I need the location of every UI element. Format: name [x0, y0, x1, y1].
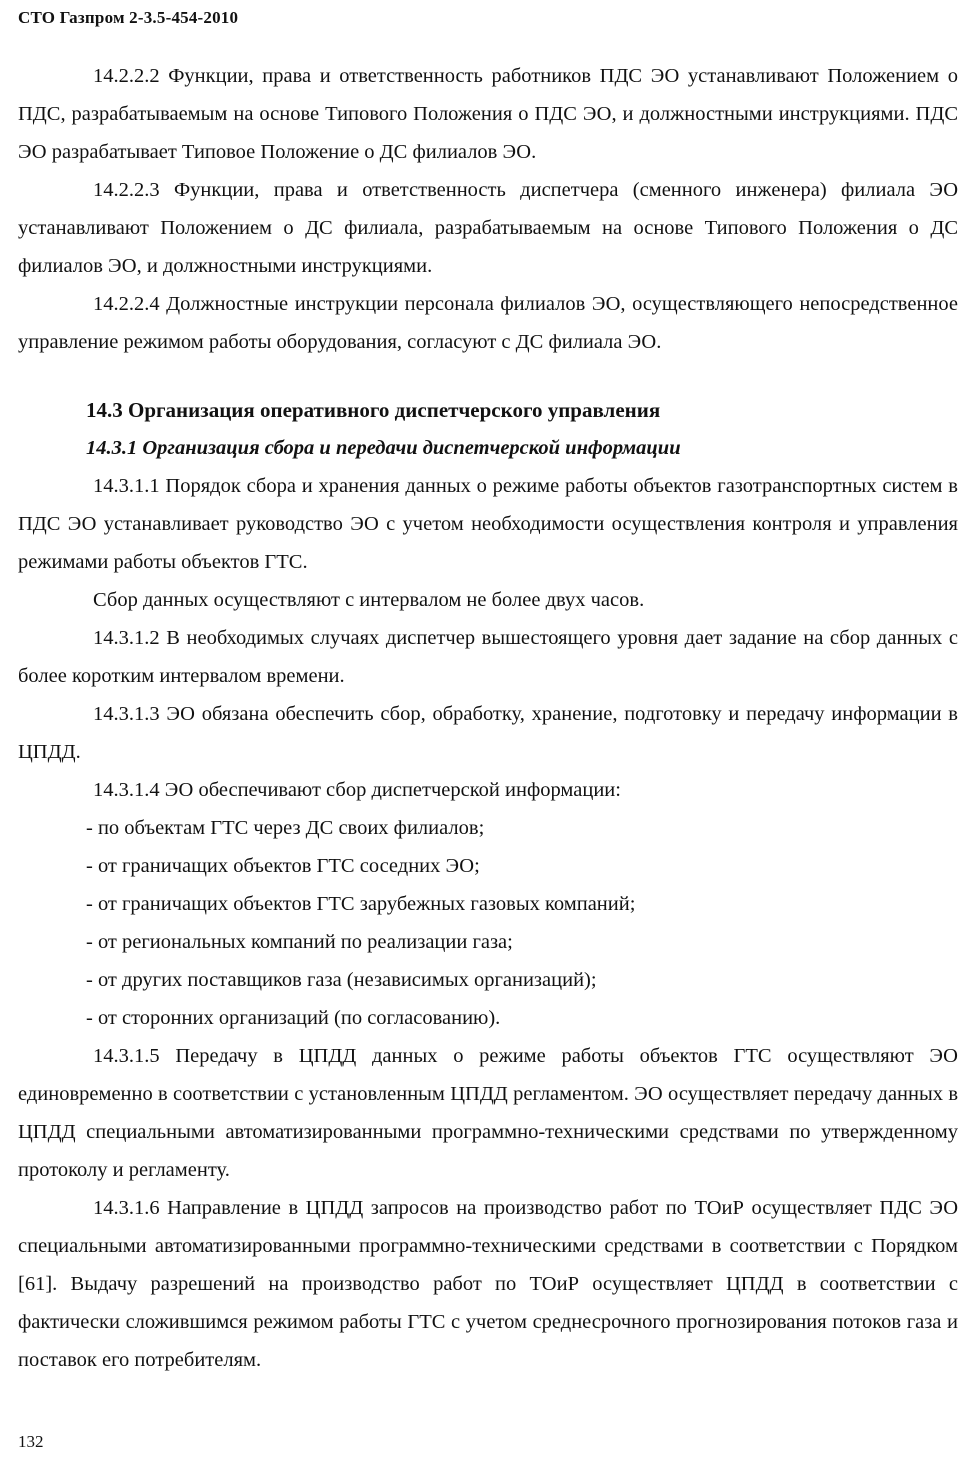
list-item: - от других поставщиков газа (независимых организаций); — [86, 969, 597, 991]
paragraph-14-3-1-6: 14.3.1.6 Направление в ЦПДД запросов на производство работ по ТОиР осуществляет ПДС ЭО специальными автоматизированными программно-техническими средствами в соответствии с Порядком [61]. Выдачу разрешений на производство работ по ТОиР осуществляет ЦПДД в соответствии с фактически сложившимся режимом работы ГТС с учетом среднесрочного прогнозирования потоков газа и поставок его потребителям. — [18, 1197, 958, 1371]
paragraph-14-3-1-2: 14.3.1.2 В необходимых случаях диспетчер вышестоящего уровня дает задание на сбор данных с более коротким интервалом времени. — [18, 627, 958, 687]
list-item: - от граничащих объектов ГТС зарубежных газовых компаний; — [86, 893, 636, 915]
paragraph-14-2-2-3: 14.2.2.3 Функции, права и ответственность диспетчера (сменного инженера) филиала ЭО устанавливают Положением о ДС филиала, разрабатываемым на основе Типового Положения о ДС филиалов ЭО, и должностными инструкциями. — [18, 179, 958, 277]
paragraph-14-2-2-4: 14.2.2.4 Должностные инструкции персонала филиалов ЭО, осуществляющего непосредственное управление режимом работы оборудования, согласуют с ДС филиала ЭО. — [18, 293, 958, 353]
paragraph-14-3-1-5: 14.3.1.5 Передачу в ЦПДД данных о режиме работы объектов ГТС осуществляют ЭО единовременно в соответствии с установленным ЦПДД регламентом. ЭО осуществляет передачу данных в ЦПДД специальными автоматизированными программно-техническими средствами по утвержденному протоколу и регламенту. — [18, 1045, 958, 1181]
paragraph-14-2-2-2: 14.2.2.2 Функции, права и ответственность работников ПДС ЭО устанавливают Положением о ПДС, разрабатываемым на основе Типового Положения о ПДС ЭО, и должностными инструкциями. ПДС ЭО разрабатывает Типовое Положение о ДС филиалов ЭО. — [18, 65, 958, 163]
paragraph-14-3-1-1: 14.3.1.1 Порядок сбора и хранения данных о режиме работы объектов газотранспортных систем в ПДС ЭО устанавливает руководство ЭО с учетом необходимости осуществления контроля и управления режимами работы объектов ГТС. — [18, 475, 958, 573]
document-header: СТО Газпром 2-3.5-454-2010 — [18, 8, 239, 27]
list-item: - от региональных компаний по реализации газа; — [86, 931, 513, 953]
section-heading-14-3: 14.3 Организация оперативного диспетчерского управления — [86, 398, 661, 422]
paragraph-14-3-1-3: 14.3.1.3 ЭО обязана обеспечить сбор, обработку, хранение, подготовку и передачу информации в ЦПДД. — [18, 703, 958, 763]
page-number: 132 — [18, 1432, 44, 1451]
document-body — [18, 57, 958, 1379]
list-item: - от сторонних организаций (по согласованию). — [86, 1007, 501, 1029]
paragraph-14-3-1-4: 14.3.1.4 ЭО обеспечивают сбор диспетчерской информации: — [93, 779, 621, 801]
subsection-heading-14-3-1: 14.3.1 Организация сбора и передачи диспетчерской информации — [86, 437, 681, 459]
list-item: - по объектам ГТС через ДС своих филиалов; — [86, 817, 485, 839]
paragraph-data-interval: Сбор данных осуществляют с интервалом не более двух часов. — [93, 589, 645, 611]
list-item: - от граничащих объектов ГТС соседних ЭО; — [86, 855, 480, 877]
